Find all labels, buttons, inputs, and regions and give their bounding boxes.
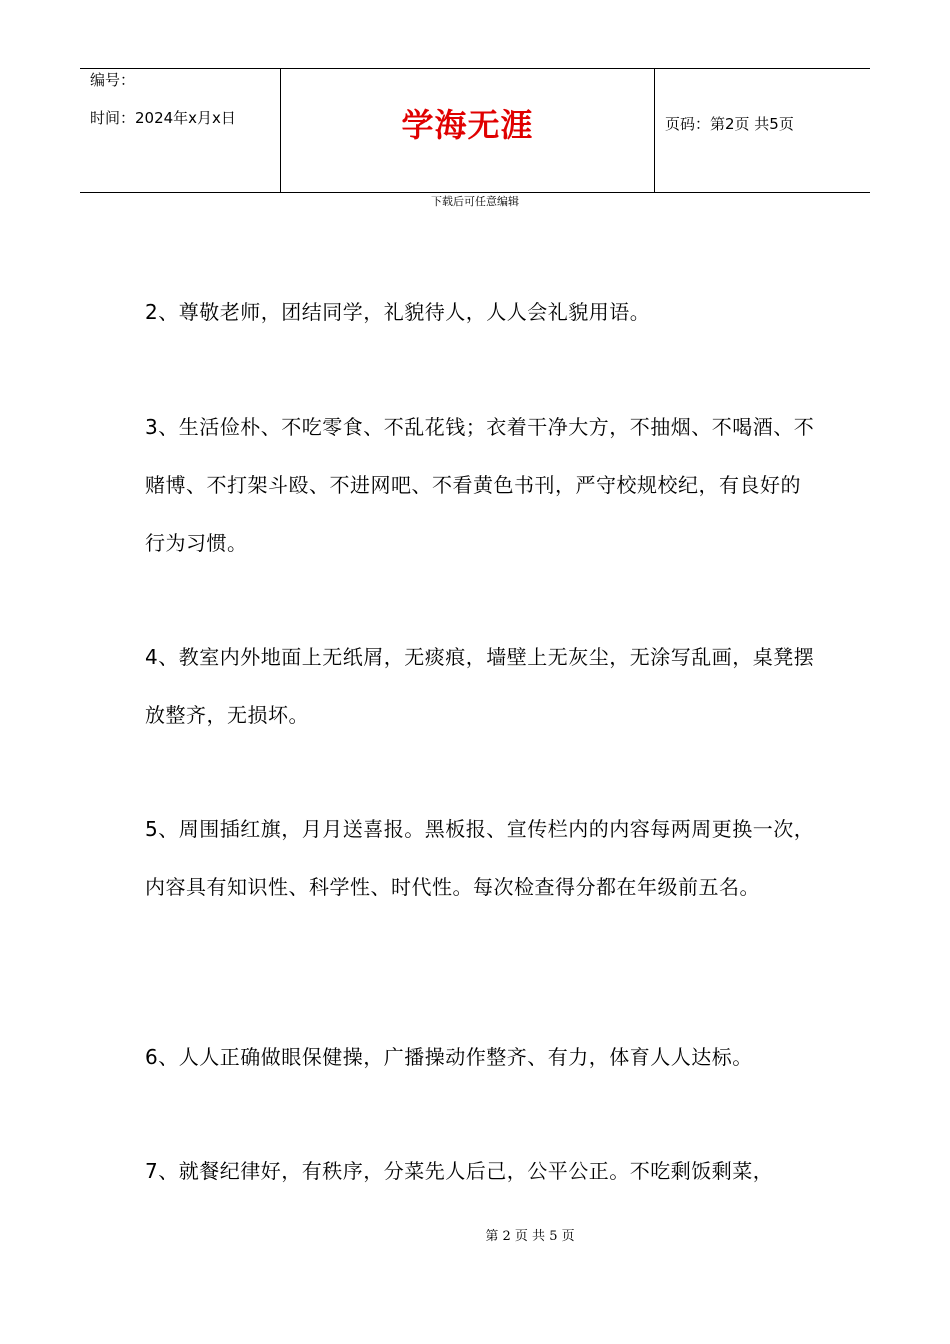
- paragraph-3: 3、生活俭朴、不吃零食、不乱花钱；衣着干净大方，不抽烟、不喝酒、不赌博、不打架斗殴、不进网吧、不看黄色书刊，严守校规校纪，有良好的行为习惯。: [145, 415, 815, 555]
- header-left-cell: [80, 69, 281, 192]
- editable-note: 下载后可任意编辑: [431, 195, 519, 208]
- paragraph-4: 4、教室内外地面上无纸屑，无痰痕，墙壁上无灰尘，无涂写乱画，桌凳摆放整齐，无损坏。: [145, 645, 815, 727]
- paragraph-7: 7、就餐纪律好，有秩序，分菜先人后己，公平公正。不吃剩饭剩菜，: [145, 1159, 774, 1183]
- time-label: 时间：2024年x月x日: [90, 109, 236, 127]
- paragraph-6: 6、人人正确做眼保健操，广播操动作整齐、有力，体育人人达标。: [145, 1045, 753, 1069]
- paragraph-5: 5、周围插红旗，月月送喜报。黑板报、宣传栏内的内容每两周更换一次，内容具有知识性、科学性、时代性。每次检查得分都在年级前五名。: [145, 817, 815, 899]
- page-footer: 第 2 页 共 5 页: [485, 1229, 575, 1244]
- header-middle-cell: [281, 69, 655, 192]
- brand-title: 学海无涯: [401, 106, 534, 144]
- serial-number-label: 编号：: [90, 71, 136, 89]
- page-info-label: 页码：第2页 共5页: [665, 115, 794, 133]
- header-right-cell: [655, 69, 870, 192]
- header-table: [80, 68, 870, 193]
- paragraph-2: 2、尊敬老师，团结同学，礼貌待人，人人会礼貌用语。: [145, 300, 651, 324]
